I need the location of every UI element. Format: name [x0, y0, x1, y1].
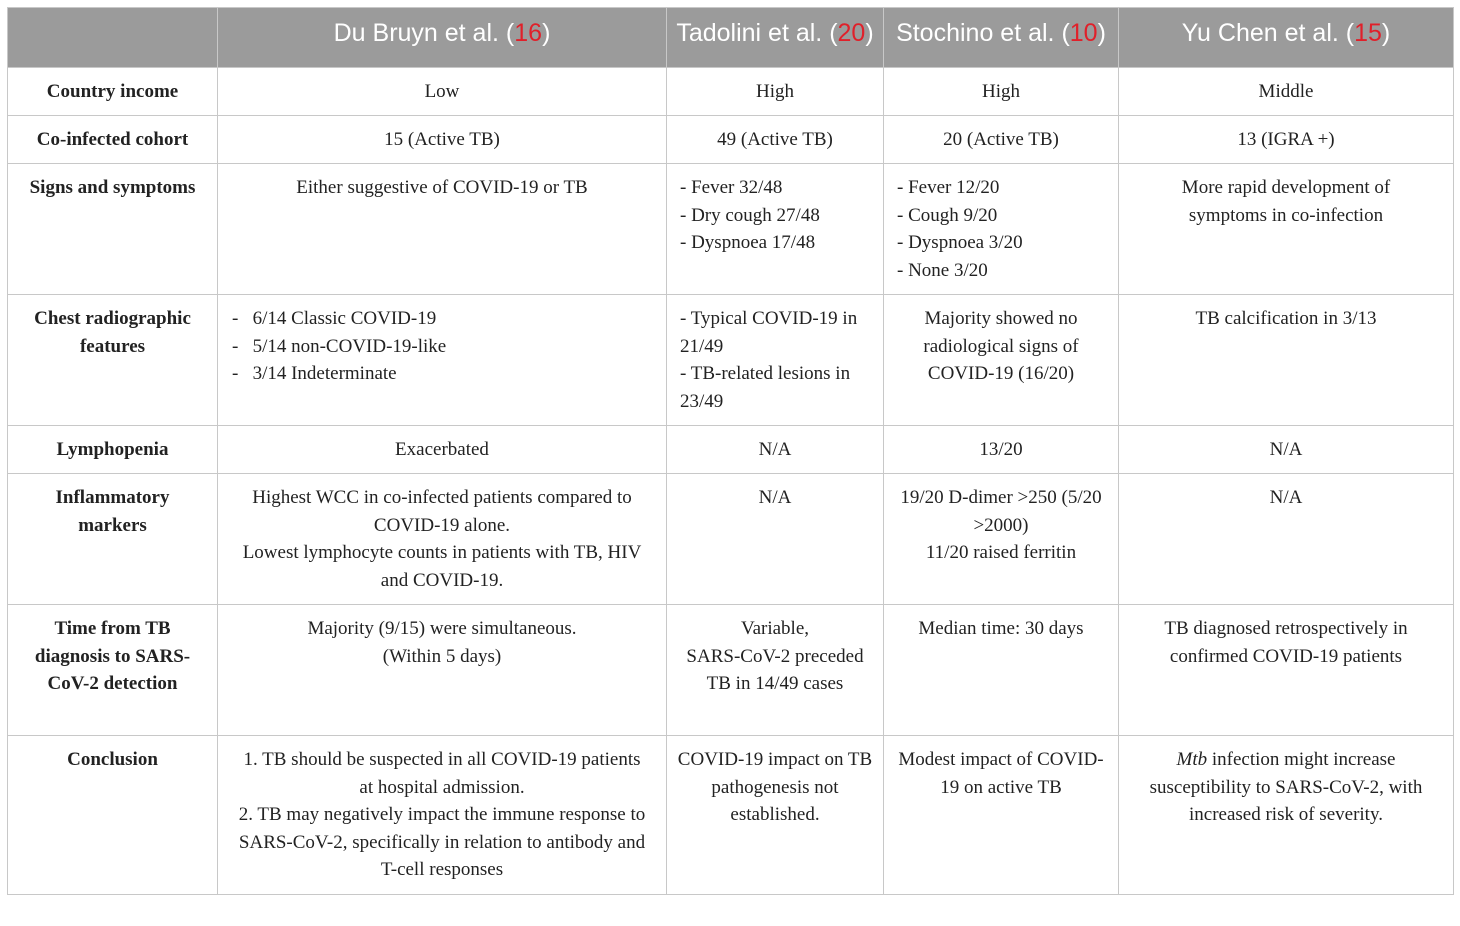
row-label: Co-infected cohort [8, 116, 218, 164]
cell: Modest impact of COVID-19 on active TB [884, 736, 1119, 895]
cell: Median time: 30 days [884, 605, 1119, 736]
cell: N/A [667, 474, 884, 605]
cell: Either suggestive of COVID-19 or TB [218, 164, 667, 295]
header-empty [8, 8, 218, 68]
cell [1119, 736, 1454, 895]
table-row [8, 164, 1454, 295]
table-row [8, 736, 1454, 895]
cell: Exacerbated [218, 426, 667, 474]
mtb-italic: Mtb [1176, 749, 1208, 770]
cell: N/A [667, 426, 884, 474]
header-yu-chen: Yu Chen et al. (15) [1119, 8, 1454, 68]
cell: N/A [1119, 426, 1454, 474]
comparison-table [7, 7, 1454, 895]
citation-ref: 15 [1354, 19, 1382, 47]
cell: 19/20 D-dimer >250 (5/20 >2000) 11/20 raised ferritin [884, 474, 1119, 605]
table-row [8, 68, 1454, 116]
cell: Variable, SARS-CoV-2 preceded TB in 14/49 cases [667, 605, 884, 736]
cell: Middle [1119, 68, 1454, 116]
cell: TB calcification in 3/13 [1119, 295, 1454, 426]
conclusion-mtb-rest: infection might increase susceptibility to SARS-CoV-2, with increased risk of severity. [1149, 749, 1423, 825]
cell: - Fever 12/20 - Cough 9/20 - Dyspnoea 3/20 - None 3/20 [884, 164, 1119, 295]
citation-ref: 16 [514, 19, 543, 47]
table-row [8, 474, 1454, 605]
row-label: Conclusion [8, 736, 218, 895]
row-label: Signs and symptoms [8, 164, 218, 295]
header-stochino: Stochino et al. (10) [884, 8, 1119, 68]
citation-ref: 10 [1069, 19, 1098, 47]
row-label: Chest radiographic features [8, 295, 218, 426]
cell: Majority (9/15) were simultaneous. (Within 5 days) [218, 605, 667, 736]
header-du-bruyn: Du Bruyn et al. (16) [218, 8, 667, 68]
cell: More rapid development of symptoms in co-infection [1119, 164, 1454, 295]
cell: - 6/14 Classic COVID-19 - 5/14 non-COVID-19-like - 3/14 Indeterminate [218, 295, 667, 426]
table-row [8, 116, 1454, 164]
conclusion-mtb [1137, 746, 1435, 829]
cell: N/A [1119, 474, 1454, 605]
header-row [8, 8, 1454, 68]
table-row [8, 605, 1454, 736]
cell: 13 (IGRA +) [1119, 116, 1454, 164]
cell: COVID-19 impact on TB pathogenesis not established. [667, 736, 884, 895]
cell: 1. TB should be suspected in all COVID-19 patients at hospital admission. 2. TB may negatively impact the immune response to SARS-CoV-2, specifically in relation to antibody and T-cell responses [218, 736, 667, 895]
cell: 13/20 [884, 426, 1119, 474]
cell: Highest WCC in co-infected patients compared to COVID-19 alone. Lowest lymphocyte counts in patients with TB, HIV and COVID-19. [218, 474, 667, 605]
cell: Low [218, 68, 667, 116]
header-tadolini: Tadolini et al. (20) [667, 8, 884, 68]
table-row [8, 295, 1454, 426]
cell: 15 (Active TB) [218, 116, 667, 164]
cell: - Fever 32/48 - Dry cough 27/48 - Dyspnoea 17/48 [667, 164, 884, 295]
row-label: Inflammatory markers [8, 474, 218, 605]
cell: Majority showed no radiological signs of COVID-19 (16/20) [884, 295, 1119, 426]
cell: High [884, 68, 1119, 116]
cell: 49 (Active TB) [667, 116, 884, 164]
cell: High [667, 68, 884, 116]
row-label: Lymphopenia [8, 426, 218, 474]
cell: 20 (Active TB) [884, 116, 1119, 164]
row-label: Country income [8, 68, 218, 116]
cell: TB diagnosed retrospectively in confirmed COVID-19 patients [1119, 605, 1454, 736]
cell: - Typical COVID-19 in 21/49 - TB-related lesions in 23/49 [667, 295, 884, 426]
row-label: Time from TB diagnosis to SARS-CoV-2 detection [8, 605, 218, 736]
citation-ref: 20 [837, 19, 866, 47]
table-row [8, 426, 1454, 474]
